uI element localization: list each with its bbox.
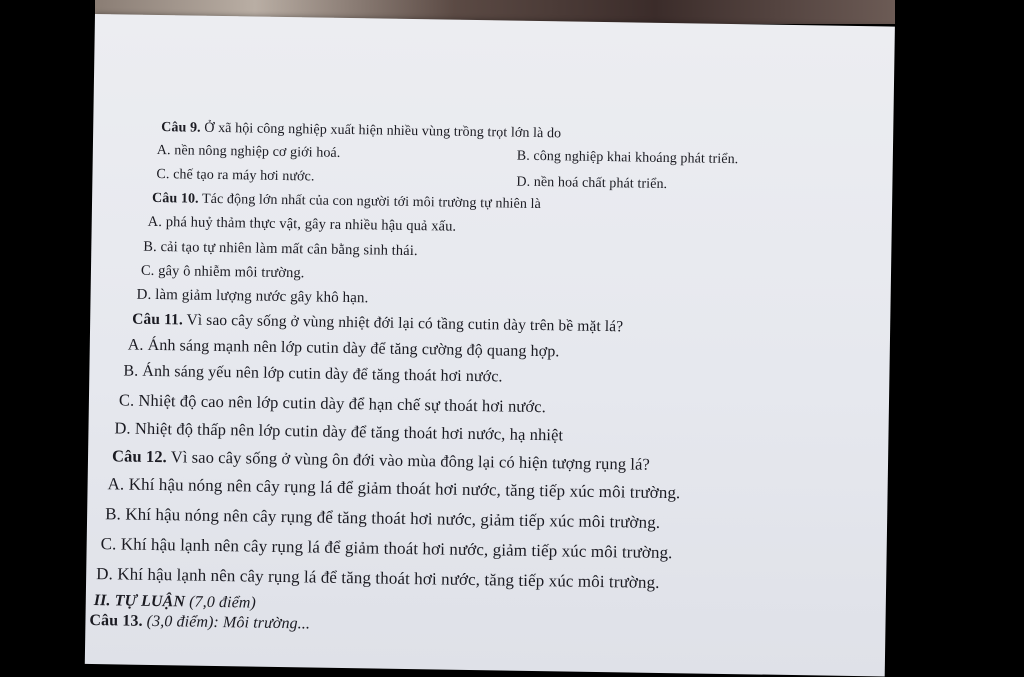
question-10-option-c: C. gây ô nhiễm môi trường. — [140, 262, 305, 282]
question-11-text: Vì sao cây sống ở vùng nhiệt đới lại có tầng cutin dày trên bề mặt lá? — [186, 311, 624, 336]
question-11-option-b: B. Ánh sáng yếu nên lớp cutin dày để tăng thoát hơi nước. — [123, 362, 503, 386]
question-10-option-a: A. phá huỷ thảm thực vật, gây ra nhiều hậu quả xấu. — [147, 213, 457, 235]
question-13-stem — [89, 612, 310, 633]
section-essay-heading — [94, 592, 256, 613]
question-13-text: (3,0 điểm): Môi trường... — [146, 612, 311, 633]
question-10-text: Tác động lớn nhất của con người tới môi trường tự nhiên là — [201, 191, 542, 213]
question-9-option-a: A. nền nông nghiệp cơ giới hoá. — [156, 142, 341, 161]
question-12-label: Câu 12. — [111, 446, 168, 467]
question-12-stem — [112, 446, 650, 474]
question-9-option-c: C. chế tạo ra máy hơi nước. — [156, 166, 315, 185]
section-essay-points: (7,0 điểm) — [189, 593, 257, 612]
question-9-option-b: B. công nghiệp khai khoáng phát triển. — [516, 148, 739, 168]
question-10-stem — [152, 191, 541, 213]
exam-paper — [85, 14, 895, 676]
question-11-option-a: A. Ánh sáng mạnh nên lớp cutin dày để tăng cường độ quang hợp. — [127, 336, 560, 361]
question-12-option-c: C. Khí hậu lạnh nên cây rụng lá để giảm thoát hơi nước, giảm tiếp xúc môi trường. — [100, 534, 673, 563]
section-essay-title: II. TỰ LUẬN — [93, 592, 186, 611]
question-11-stem — [132, 311, 623, 337]
question-12-text: Vì sao cây sống ở vùng ôn đới vào mùa đông lại có hiện tượng rụng lá? — [170, 447, 651, 474]
question-12-option-d: D. Khí hậu lạnh nên cây rụng lá để tăng thoát hơi nước, tăng tiếp xúc môi trường. — [96, 564, 660, 592]
question-10-label: Câu 10. — [151, 190, 199, 207]
question-9-option-d: D. nền hoá chất phát triển. — [516, 174, 668, 193]
question-10-option-d: D. làm giảm lượng nước gây khô hạn. — [136, 286, 369, 307]
question-12-option-a: A. Khí hậu nóng nên cây rụng lá để giảm thoát hơi nước, tăng tiếp xúc môi trường. — [107, 474, 681, 503]
question-11-option-c: C. Nhiệt độ cao nên lớp cutin dày để hạn chế sự thoát hơi nước. — [118, 390, 547, 417]
question-9-label: Câu 9. — [161, 120, 201, 136]
question-13-label: Câu 13. — [89, 611, 143, 630]
question-11-option-d: D. Nhiệt độ thấp nên lớp cutin dày để tăng thoát hơi nước, hạ nhiệt — [114, 418, 564, 445]
question-12-option-b: B. Khí hậu nóng nên cây rụng để tăng thoát hơi nước, giảm tiếp xúc môi trường. — [105, 504, 661, 532]
question-9-text: Ở xã hội công nghiệp xuất hiện nhiều vùng trồng trọt lớn là do — [204, 120, 562, 142]
question-10-option-b: B. cải tạo tự nhiên làm mất cân bằng sinh thái. — [143, 238, 418, 260]
question-11-label: Câu 11. — [132, 310, 184, 329]
question-9-stem — [161, 120, 561, 142]
